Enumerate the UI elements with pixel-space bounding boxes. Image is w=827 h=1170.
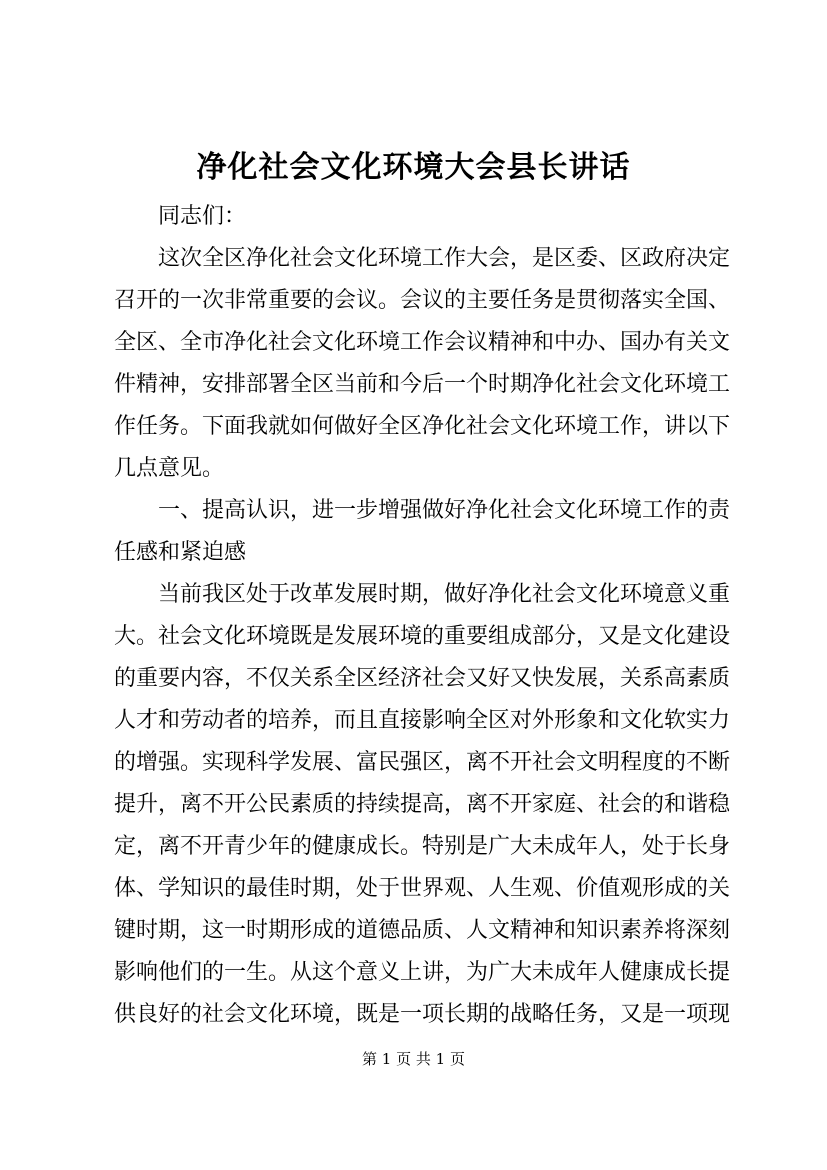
page-footer: 第 1 页 共 1 页: [362, 1050, 465, 1068]
paragraph-line: 体、学知识的最佳时期，处于世界观、人生观、价值观形成的关: [114, 876, 731, 901]
paragraph-line: 同志们：: [158, 204, 247, 229]
paragraph-line: 影响他们的一生。从这个意义上讲，为广大未成年人健康成长提: [114, 960, 731, 985]
paragraph-line: 的重要内容，不仅关系全区经济社会又好又快发展，关系高素质: [114, 666, 731, 691]
paragraph-line: 的增强。实现科学发展、富民强区，离不开社会文明程度的不断: [114, 750, 731, 775]
paragraph-line: 当前我区处于改革发展时期，做好净化社会文化环境意义重: [158, 582, 731, 607]
document-title: 净化社会文化环境大会县长讲话: [196, 150, 631, 185]
document-body: [114, 196, 731, 1036]
paragraph-line: 一、提高认识，进一步增强做好净化社会文化环境工作的责: [158, 498, 731, 523]
paragraph-line: 作任务。下面我就如何做好全区净化社会文化环境工作，讲以下: [114, 414, 731, 439]
paragraph-line: 这次全区净化社会文化环境工作大会，是区委、区政府决定: [158, 246, 731, 271]
paragraph-line: 件精神，安排部署全区当前和今后一个时期净化社会文化环境工: [114, 372, 731, 397]
paragraph-line: 供良好的社会文化环境，既是一项长期的战略任务，又是一项现: [114, 1002, 731, 1027]
paragraph-line: 键时期，这一时期形成的道德品质、人文精神和知识素养将深刻: [114, 918, 731, 943]
paragraph-line: 大。社会文化环境既是发展环境的重要组成部分，又是文化建设: [114, 624, 731, 649]
paragraph-line: 召开的一次非常重要的会议。会议的主要任务是贯彻落实全国、: [114, 288, 731, 313]
paragraph-line: 几点意见。: [114, 456, 225, 481]
paragraph-line: 全区、全市净化社会文化环境工作会议精神和中办、国办有关文: [114, 330, 731, 355]
paragraph-line: 提升，离不开公民素质的持续提高，离不开家庭、社会的和谐稳: [114, 792, 731, 817]
paragraph-line: 定，离不开青少年的健康成长。特别是广大未成年人，处于长身: [114, 834, 731, 859]
paragraph-line: 人才和劳动者的培养，而且直接影响全区对外形象和文化软实力: [114, 708, 731, 733]
paragraph-line: 任感和紧迫感: [114, 540, 247, 565]
